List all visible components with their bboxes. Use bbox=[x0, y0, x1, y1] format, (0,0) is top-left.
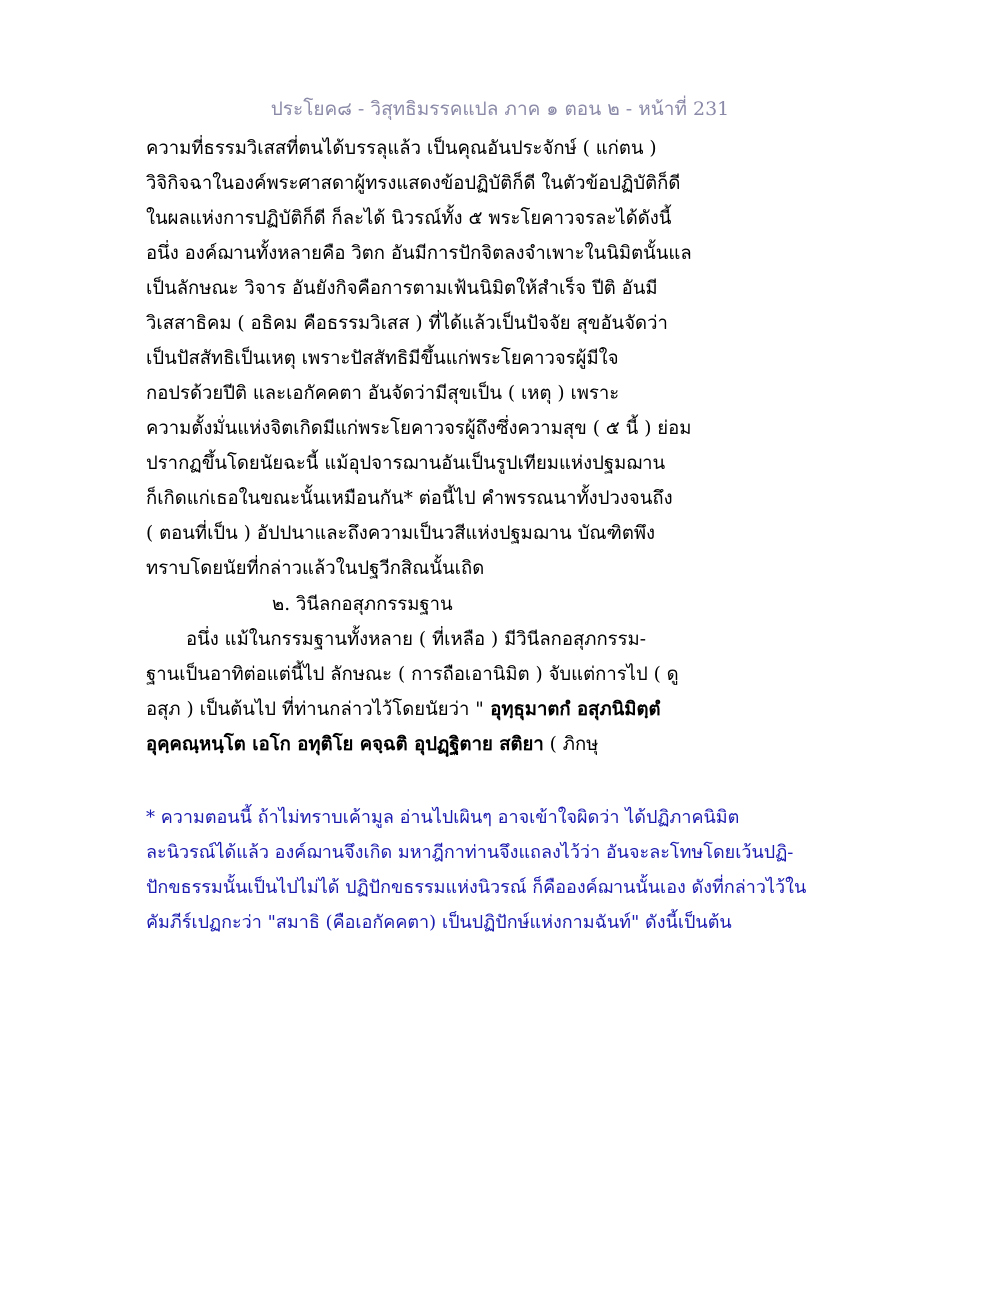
body-line bbox=[146, 697, 661, 723]
body-line bbox=[146, 732, 598, 758]
body-line: ก็เกิดแก่เธอในขณะนั้นเหมือนกัน* ต่อนี้ไป คำพรรณนาทั้งปวงจนถึง bbox=[146, 488, 673, 509]
pali-quote: อุคฺคณฺหนฺโต เอโก อทุติโย คจฺฉติ อุปฏฺฐิตาย สติยา bbox=[146, 734, 544, 755]
body-line: ปรากฏขึ้นโดยนัยฉะนี้ แม้อุปจารฌานอันเป็นรูปเทียมแห่งปฐมฌาน bbox=[146, 453, 666, 474]
footnote-line: * ความตอนนี้ ถ้าไม่ทราบเค้ามูล อ่านไปเผินๆ อาจเข้าใจผิดว่า ได้ปฏิภาคนิมิต bbox=[146, 807, 740, 828]
body-text: อสุภ ) เป็นต้นไป ที่ท่านกล่าวไว้โดยนัยว่า " bbox=[146, 699, 484, 720]
body-line: เป็นลักษณะ วิจาร อันยังกิจคือการตามเฟ้นนิมิตให้สำเร็จ ปีติ อันมี bbox=[146, 278, 658, 299]
footnote-line: ปักขธรรมนั้นเป็นไปไม่ได้ ปฏิปักขธรรมแห่งนิวรณ์ ก็คือองค์ฌานนั้นเอง ดังที่กล่าวไว้ใน bbox=[146, 877, 807, 898]
body-text: ( ภิกษุ bbox=[543, 734, 599, 755]
footnote-line: คัมภีร์เปฏกะว่า "สมาธิ (คือเอกัคคตา) เป็นปฏิปักษ์แห่งกามฉันท์" ดังนี้เป็นต้น bbox=[146, 912, 732, 933]
body-line: ( ตอนที่เป็น ) อัปปนาและถึงความเป็นวสีแห่งปฐมฌาน บัณฑิตพึง bbox=[146, 523, 656, 544]
body-line: ในผลแห่งการปฏิบัติก็ดี ก็ละได้ นิวรณ์ทั้ง ๕ พระโยคาวจรละได้ดังนี้ bbox=[146, 208, 672, 229]
body-line: กอปรด้วยปีติ และเอกัคคตา อันจัดว่ามีสุขเป็น ( เหตุ ) เพราะ bbox=[146, 383, 620, 404]
body-line: วิจิกิจฉาในองค์พระศาสดาผู้ทรงแสดงข้อปฏิบัติก็ดี ในตัวข้อปฏิบัติก็ดี bbox=[146, 173, 681, 194]
pali-quote: อุทฺธุมาตกํ อสุภนิมิตฺตํ bbox=[483, 699, 661, 720]
footnote-line: ละนิวรณ์ได้แล้ว องค์ฌานจึงเกิด มหาฎีกาท่านจึงแถลงไว้ว่า อันจะละโทษโดยเว้นปฏิ- bbox=[146, 842, 794, 863]
body-line: อนึ่ง แม้ในกรรมฐานทั้งหลาย ( ที่เหลือ ) มีวินีลกอสุภกรรม- bbox=[186, 629, 646, 650]
body-line: อนึ่ง องค์ฌานทั้งหลายคือ วิตก อันมีการปักจิตลงจำเพาะในนิมิตนั้นแล bbox=[146, 243, 692, 264]
body-line: ฐานเป็นอาทิต่อแต่นี้ไป ลักษณะ ( การถือเอานิมิต ) จับแต่การไป ( ดู bbox=[146, 664, 679, 685]
body-line: ความที่ธรรมวิเสสที่ตนได้บรรลุแล้ว เป็นคุณอันประจักษ์ ( แก่ตน ) bbox=[146, 138, 657, 159]
body-line: วิเสสาธิคม ( อธิคม คือธรรมวิเสส ) ที่ได้แล้วเป็นปัจจัย สุขอันจัดว่า bbox=[146, 313, 668, 334]
body-line: ทราบโดยนัยที่กล่าวแล้วในปฐวีกสิณนั้นเถิด bbox=[146, 558, 485, 579]
body-line: เป็นปัสสัทธิเป็นเหตุ เพราะปัสสัทธิมีขึ้นแก่พระโยคาวจรผู้มีใจ bbox=[146, 348, 619, 369]
section-heading: ๒. วินีลกอสุภกรรมฐาน bbox=[272, 594, 453, 615]
running-header: ประโยค๘ - วิสุทธิมรรคแปล ภาค ๑ ตอน ๒ - หน้าที่ 231 bbox=[270, 98, 730, 120]
body-line: ความตั้งมั่นแห่งจิตเกิดมีแก่พระโยคาวจรผู้ถึงซึ่งความสุข ( ๕ นี้ ) ย่อม bbox=[146, 418, 692, 439]
